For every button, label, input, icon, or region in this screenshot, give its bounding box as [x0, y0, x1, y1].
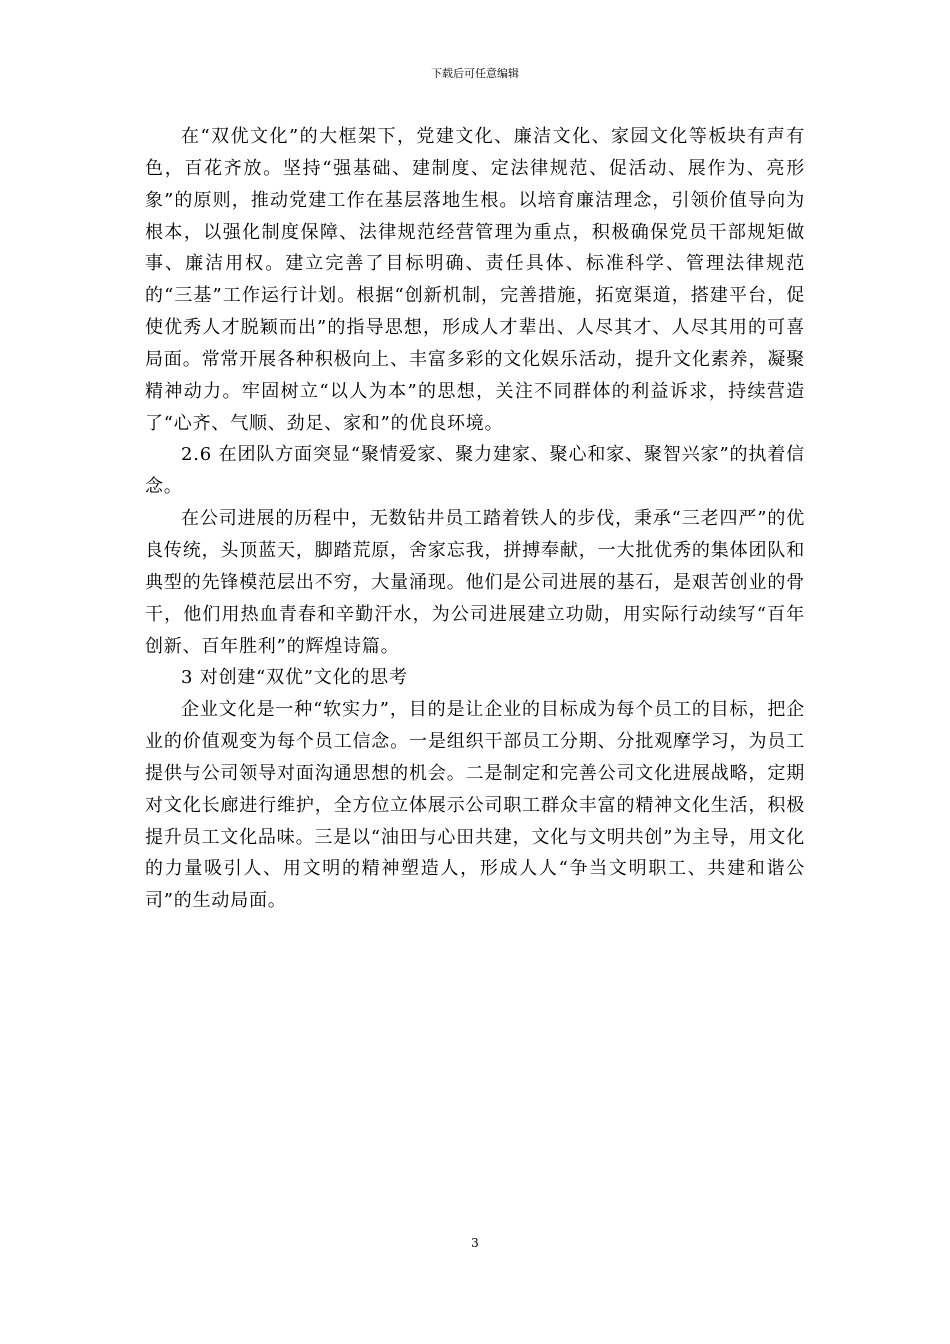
paragraph-enterprise-culture: 企业文化是一种“软实力”，目的是让企业的目标成为每个员工的目标，把企业的价值观变为每个员工信念。一是组织干部员工分期、分批观摩学习，为员工提供与公司领导对面沟通思想的机会。二是制定和完善公司文化进展战略，定期对文化长廊进行维护，全方位立体展示公司职工群众丰富的精神文化生活，积极提升员工文化品味。三是以“油田与心田共建，文化与文明共创”为主导，用文化的力量吸引人、用文明的精神塑造人，形成人人“争当文明职工、共建和谐公司”的生动局面。 — [145, 699, 805, 912]
document-body — [145, 121, 805, 917]
section-heading-3: 3 对创建“双优”文化的思考 — [181, 667, 408, 689]
page-number: 3 — [471, 1236, 479, 1250]
paragraph-culture-framework: 在“双优文化”的大框架下，党建文化、廉洁文化、家园文化等板块有声有色，百花齐放。坚持“强基础、建制度、定法律规范、促活动、展作为、亮形象”的原则，推动党建工作在基层落地生根。以培育廉洁理念，引领价值导向为根本，以强化制度保障、法律规范经营管理为重点，积极确保党员干部规矩做事、廉洁用权。建立完善了目标明确、责任具体、标准科学、管理法律规范的“三基”工作运行计划。根据“创新机制，完善措施，拓宽渠道，搭建平台，促使优秀人才脱颖而出”的指导思想，形成人才辈出、人尽其才、人尽其用的可喜局面。常常开展各种积极向上、丰富多彩的文化娱乐活动，提升文化素养，凝聚精神动力。牢固树立“以人为本”的思想，关注不同群体的利益诉求，持续营造了“心齐、气顺、劲足、家和”的优良环境。 — [145, 126, 805, 434]
section-heading-2-6: 2.6 在团队方面突显“聚情爱家、聚力建家、聚心和家、聚智兴家”的执着信念。 — [145, 444, 805, 498]
page-header: 下载后可任意编辑 — [431, 67, 519, 80]
paragraph-team-history: 在公司进展的历程中，无数钻井员工踏着铁人的步伐，秉承“三老四严”的优良传统，头顶蓝天，脚踏荒原，舍家忘我，拼搏奉献，一大批优秀的集体团队和典型的先锋模范层出不穷，大量涌现。他们是公司进展的基石，是艰苦创业的骨干，他们用热血青春和辛勤汗水，为公司进展建立功勋，用实际行动续写“百年创新、百年胜利”的辉煌诗篇。 — [145, 508, 805, 657]
